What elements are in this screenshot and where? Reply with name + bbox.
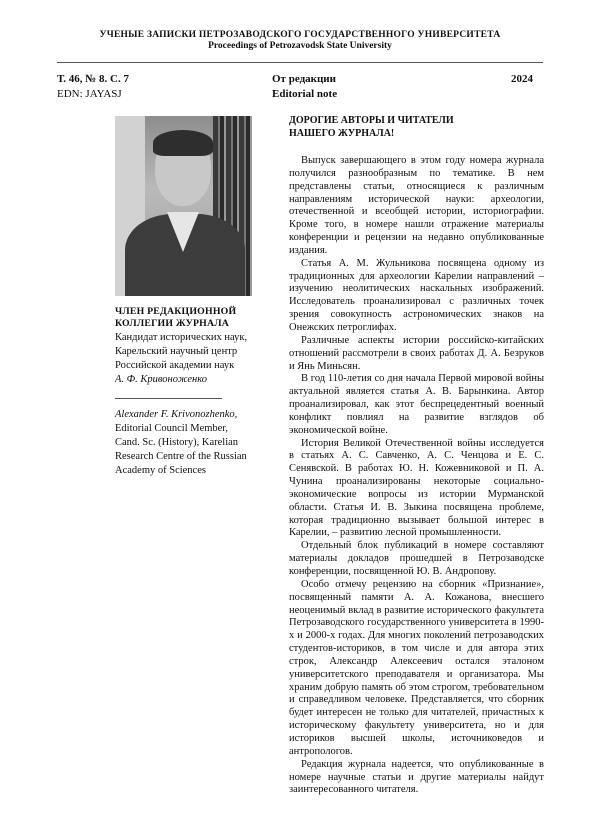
author-role-en: Editorial Council Member,	[115, 423, 229, 434]
edn-code: EDN: JAYASJ	[57, 88, 122, 100]
author-degree-en: Cand. Sc. (History), Karelian	[115, 437, 239, 448]
section-en: Editorial note	[272, 88, 338, 100]
author-org-ru: Российской академии наук	[115, 360, 235, 371]
author-degree-ru: Кандидат исторических наук,	[115, 332, 248, 343]
author-org-en: Academy of Sciences	[115, 465, 206, 476]
paragraph: Редакция журнала надеется, что опубликованные в номере научные статьи и другие материалы найдут заинтересованного читателя.	[289, 758, 544, 796]
author-org-en: Research Centre of the Russian	[115, 451, 247, 462]
article-title-line: ДОРОГИЕ АВТОРЫ И ЧИТАТЕЛИ	[289, 115, 454, 126]
author-info-en	[115, 408, 265, 478]
sidebar-divider	[115, 398, 222, 399]
author-info-ru	[115, 331, 265, 387]
paragraph: Различные аспекты истории российско-китайских отношений рассмотрели в своих работах Д. А. Безруков и Янь Миньсян.	[289, 334, 544, 372]
journal-title-en: Proceedings of Petrozavodsk State University	[208, 41, 392, 51]
paragraph: Статья А. М. Жульникова посвящена одному из традиционных для археологии Карелии направлений – изучению неолитических наскальных изображений. Исследователь проанализировал с различных точек зрения совокупность астрономических знаков на Онежских петроглифах.	[289, 257, 544, 333]
author-org-ru: Карельский научный центр	[115, 346, 238, 357]
author-name-ru: А. Ф. Кривоноженко	[115, 374, 207, 385]
header-divider	[57, 62, 543, 63]
section-ru: От редакции	[272, 73, 336, 85]
article-title-line: НАШЕГО ЖУРНАЛА!	[289, 127, 395, 139]
author-name-en: Alexander F. Krivonozhenko,	[115, 409, 238, 420]
year: 2024	[511, 73, 533, 85]
article-body	[289, 155, 544, 797]
sidebar-title-line: КОЛЛЕГИИ ЖУРНАЛА	[115, 318, 230, 329]
volume-info: Т. 46, № 8. С. 7	[57, 73, 129, 85]
sidebar-title-line: ЧЛЕН РЕДАКЦИОННОЙ	[115, 306, 237, 317]
article-title	[289, 115, 549, 140]
paragraph: Особо отмечу рецензию на сборник «Признание», посвященный памяти А. А. Кожанова, внесшего неоценимый вклад в развитие исторического факультета Петрозаводского государственного университета в 1990-х и 2000-х годах. Для многих поколений петрозаводских студентов-историков, в том числе и для автора этих строк, Александр Алексеевич остался эталоном университетского преподавателя и организатора. Мы храним добрую память об этом строгом, требовательном и справедливом человеке. Представляется, что сборник будет интересен не только для читателей, причастных к историческому факультету университета, но и для историков высшей школы, источниковедов и антропологов.	[289, 578, 544, 757]
journal-header	[0, 30, 600, 51]
paragraph: Отдельный блок публикаций в номере составляют материалы докладов прошедшей в Петрозаводске конференции, посвященной Ю. В. Андропову.	[289, 540, 544, 577]
journal-title-ru: УЧЕНЫЕ ЗАПИСКИ ПЕТРОЗАВОДСКОГО ГОСУДАРСТВЕННОГО УНИВЕРСИТЕТА	[99, 30, 501, 40]
author-photo	[115, 116, 252, 296]
paragraph: Выпуск завершающего в этом году номера журнала получился разнообразным по тематике. В нем представлены статьи, относящиеся к различным направлениям исторической науки: археологии, отечественной и всеобщей истории, историографии. Кроме того, в номере нашли отражение материалы конференции и рецензии на недавно опубликованные издания.	[289, 155, 544, 256]
sidebar-title	[115, 306, 265, 330]
paragraph: История Великой Отечественной войны исследуется в статьях А. С. Савченко, А. С. Ченцова и Е. С. Сенявской. В работах Ю. Н. Кожевниковой и П. А. Чунина проанализированы некоторые социально-экономические вопросы из истории Мурманской области. Статья И. В. Зыкина посвящена проблеме, которая традиционно вызывает большой интерес в Карелии, – развитию лесной промышленности.	[289, 437, 544, 539]
paragraph: В год 110-летия со дня начала Первой мировой войны актуальной является статья А. В. Барынкина. Автор проанализировал, как этот беспрецедентный военный конфликт повлиял на развитие взглядов об экономической войне.	[289, 373, 544, 436]
